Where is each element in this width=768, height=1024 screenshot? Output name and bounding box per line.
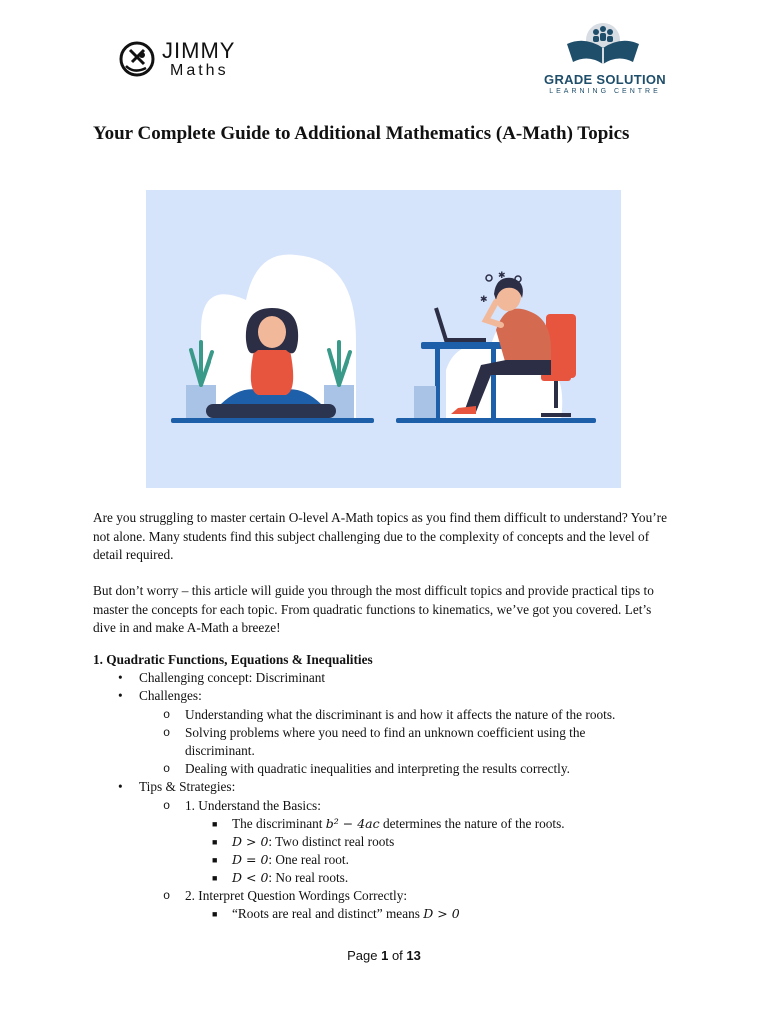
math-expression: D < 0: [232, 870, 269, 885]
tip-detail: D < 0: No real roots.: [232, 870, 349, 885]
square-bullet-icon: ■: [212, 909, 218, 919]
list-item-challenges: Challenges:: [139, 688, 202, 703]
total-pages-number: 13: [406, 948, 421, 963]
tip-heading: 1. Understand the Basics:: [185, 798, 321, 813]
tip-detail: D = 0: One real root.: [232, 852, 349, 867]
grade-solution-logo: [528, 18, 678, 98]
square-bullet-icon: ■: [212, 837, 218, 847]
students-studying-illustration: [146, 190, 621, 488]
svg-text:✱: ✱: [498, 271, 506, 281]
circle-bullet-icon: o: [163, 762, 171, 776]
jimmy-emblem-icon: [118, 40, 156, 78]
grade-solution-text: GRADE SOLUTION: [544, 72, 666, 87]
tip-heading: 2. Interpret Question Wordings Correctly:: [185, 888, 408, 903]
guide-paragraph: But don’t worry – this article will guide you through the most difficult topics and provide practical tips to master the concepts for each topic. From quadratic functions to kinematics, we’ve got you covered. Let’s dive in and make A-Math a breeze!: [93, 583, 654, 635]
open-book-icon: [563, 18, 643, 70]
jimmy-logo-text: JIMMY: [162, 38, 236, 63]
bullet-icon: •: [118, 779, 123, 794]
math-expression: D > 0: [232, 834, 269, 849]
list-item-tips: Tips & Strategies:: [139, 779, 236, 794]
page-title: Your Complete Guide to Additional Mathematics (A-Math) Topics: [93, 123, 630, 144]
math-expression: D = 0: [232, 852, 269, 867]
challenge-item: Dealing with quadratic inequalities and interpreting the results correctly.: [185, 761, 570, 776]
square-bullet-icon: ■: [212, 855, 218, 865]
page-word: Page: [347, 948, 378, 963]
math-expression: D > 0: [423, 906, 460, 921]
bullet-icon: •: [118, 670, 123, 685]
challenge-item-continued: discriminant.: [185, 743, 255, 758]
jimmy-maths-logo: [118, 38, 258, 84]
circle-bullet-icon: o: [163, 889, 171, 903]
square-bullet-icon: ■: [212, 873, 218, 883]
bullet-icon: •: [118, 688, 123, 703]
challenge-item: Solving problems where you need to find an unknown coefficient using the: [185, 725, 586, 740]
list-item-concept: Challenging concept: Discriminant: [139, 670, 326, 685]
tip-detail: D > 0: Two distinct real roots: [232, 834, 395, 849]
svg-text:✱: ✱: [480, 295, 488, 305]
of-word: of: [391, 948, 403, 963]
circle-bullet-icon: o: [163, 799, 171, 813]
circle-bullet-icon: o: [163, 726, 171, 740]
page-number-footer: [0, 948, 768, 963]
hero-illustration: [146, 190, 621, 488]
learning-centre-text: LEARNING CENTRE: [549, 88, 661, 95]
challenge-item: Understanding what the discriminant is and how it affects the nature of the roots.: [185, 707, 616, 722]
current-page-number: 1: [381, 948, 389, 963]
maths-logo-text: Maths: [170, 62, 229, 79]
tip-detail: The discriminant b² − 4ac determines the nature of the roots.: [232, 816, 565, 831]
intro-paragraph: Are you struggling to master certain O-level A-Math topics as you find them difficult to understand? You’re not alone. Many students find this subject challenging due to the complexity of concepts and the level of detail required.: [93, 510, 667, 562]
square-bullet-icon: ■: [212, 819, 218, 829]
circle-bullet-icon: o: [163, 708, 171, 722]
math-expression: b² − 4ac: [325, 816, 380, 831]
tip-detail: “Roots are real and distinct” means D > 0: [232, 906, 460, 921]
section-heading-quadratic: 1. Quadratic Functions, Equations & Inequalities: [93, 652, 373, 667]
